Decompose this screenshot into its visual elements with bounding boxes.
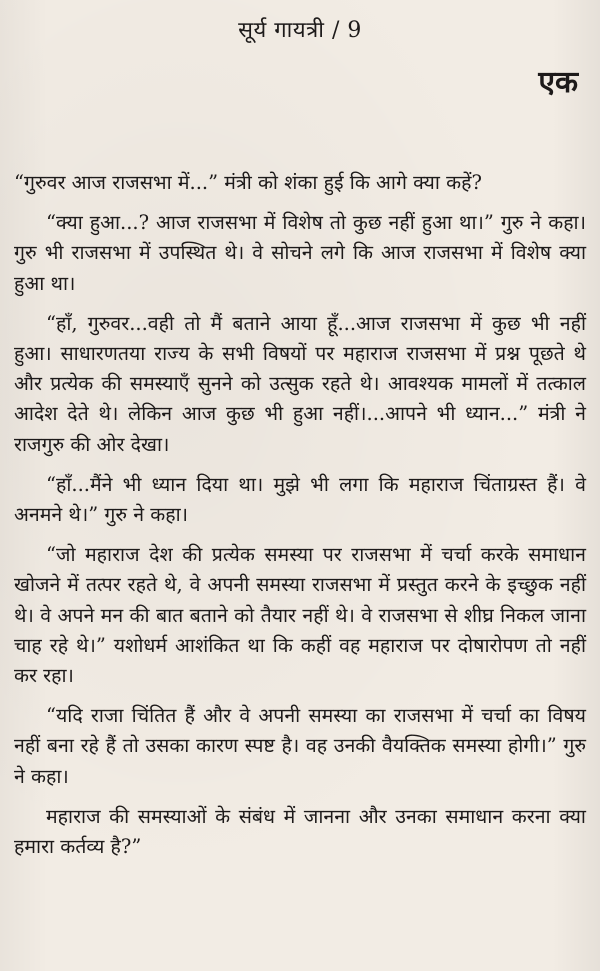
paragraph: “क्या हुआ...? आज राजसभा में विशेष तो कुछ नहीं हुआ था।” गुरु ने कहा। गुरु भी राजसभा में उपस्थित थे। वे सोचने लगे कि आज राजसभा में विशेष क्या हुआ था। xyxy=(14,211,586,295)
paragraph: “हाँ...मैंने भी ध्यान दिया था। मुझे भी लगा कि महाराज चिंताग्रस्त हैं। वे अनमने थे।” गुरु ने कहा। xyxy=(14,472,586,527)
paragraph: “यदि राजा चिंतित हैं और वे अपनी समस्या का राजसभा में चर्चा का विषय नहीं बना रहे हैं तो उसका कारण स्पष्ट है। वह उनकी वैयक्तिक समस्या होगी।” गुरु ने कहा। xyxy=(14,704,586,788)
paragraph: “जो महाराज देश की प्रत्येक समस्या पर राजसभा में चर्चा करके समाधान खोजने में तत्पर रहते थे, वे अपनी समस्या राजसभा में प्रस्तुत करने के इच्छुक नहीं थे। वे अपने मन की बात बताने को तैयार नहीं थे। वे राजसभा से शीघ्र निकल जाना चाह रहे थे।” यशोधर्म आशंकित था कि कहीं वह महाराज पर दोषारोपण तो नहीं कर रहा। xyxy=(14,543,586,688)
paragraph: “हाँ, गुरुवर...वही तो मैं बताने आया हूँ...आज राजसभा में कुछ भी नहीं हुआ। साधारणतया राज्य के सभी विषयों पर महाराज राजसभा में प्रश्न पूछते थे और प्रत्येक की समस्याएँ सुनने को उत्सुक रहते थे। आवश्यक मामलों में तत्काल आदेश देते थे। लेकिन आज कुछ भी हुआ नहीं।...आपने भी ध्यान...” मंत्री ने राजगुरु की ओर देखा। xyxy=(14,311,586,456)
chapter-title: एक xyxy=(538,65,578,100)
paragraph: महाराज की समस्याओं के संबंध में जानना और उनका समाधान करना क्या हमारा कर्तव्य है?” xyxy=(14,804,586,859)
body-text xyxy=(14,168,586,872)
paragraph: “गुरुवर आज राजसभा में...” मंत्री को शंका हुई कि आगे क्या कहें? xyxy=(14,171,482,194)
running-head: सूर्य गायत्री / 9 xyxy=(238,18,362,43)
